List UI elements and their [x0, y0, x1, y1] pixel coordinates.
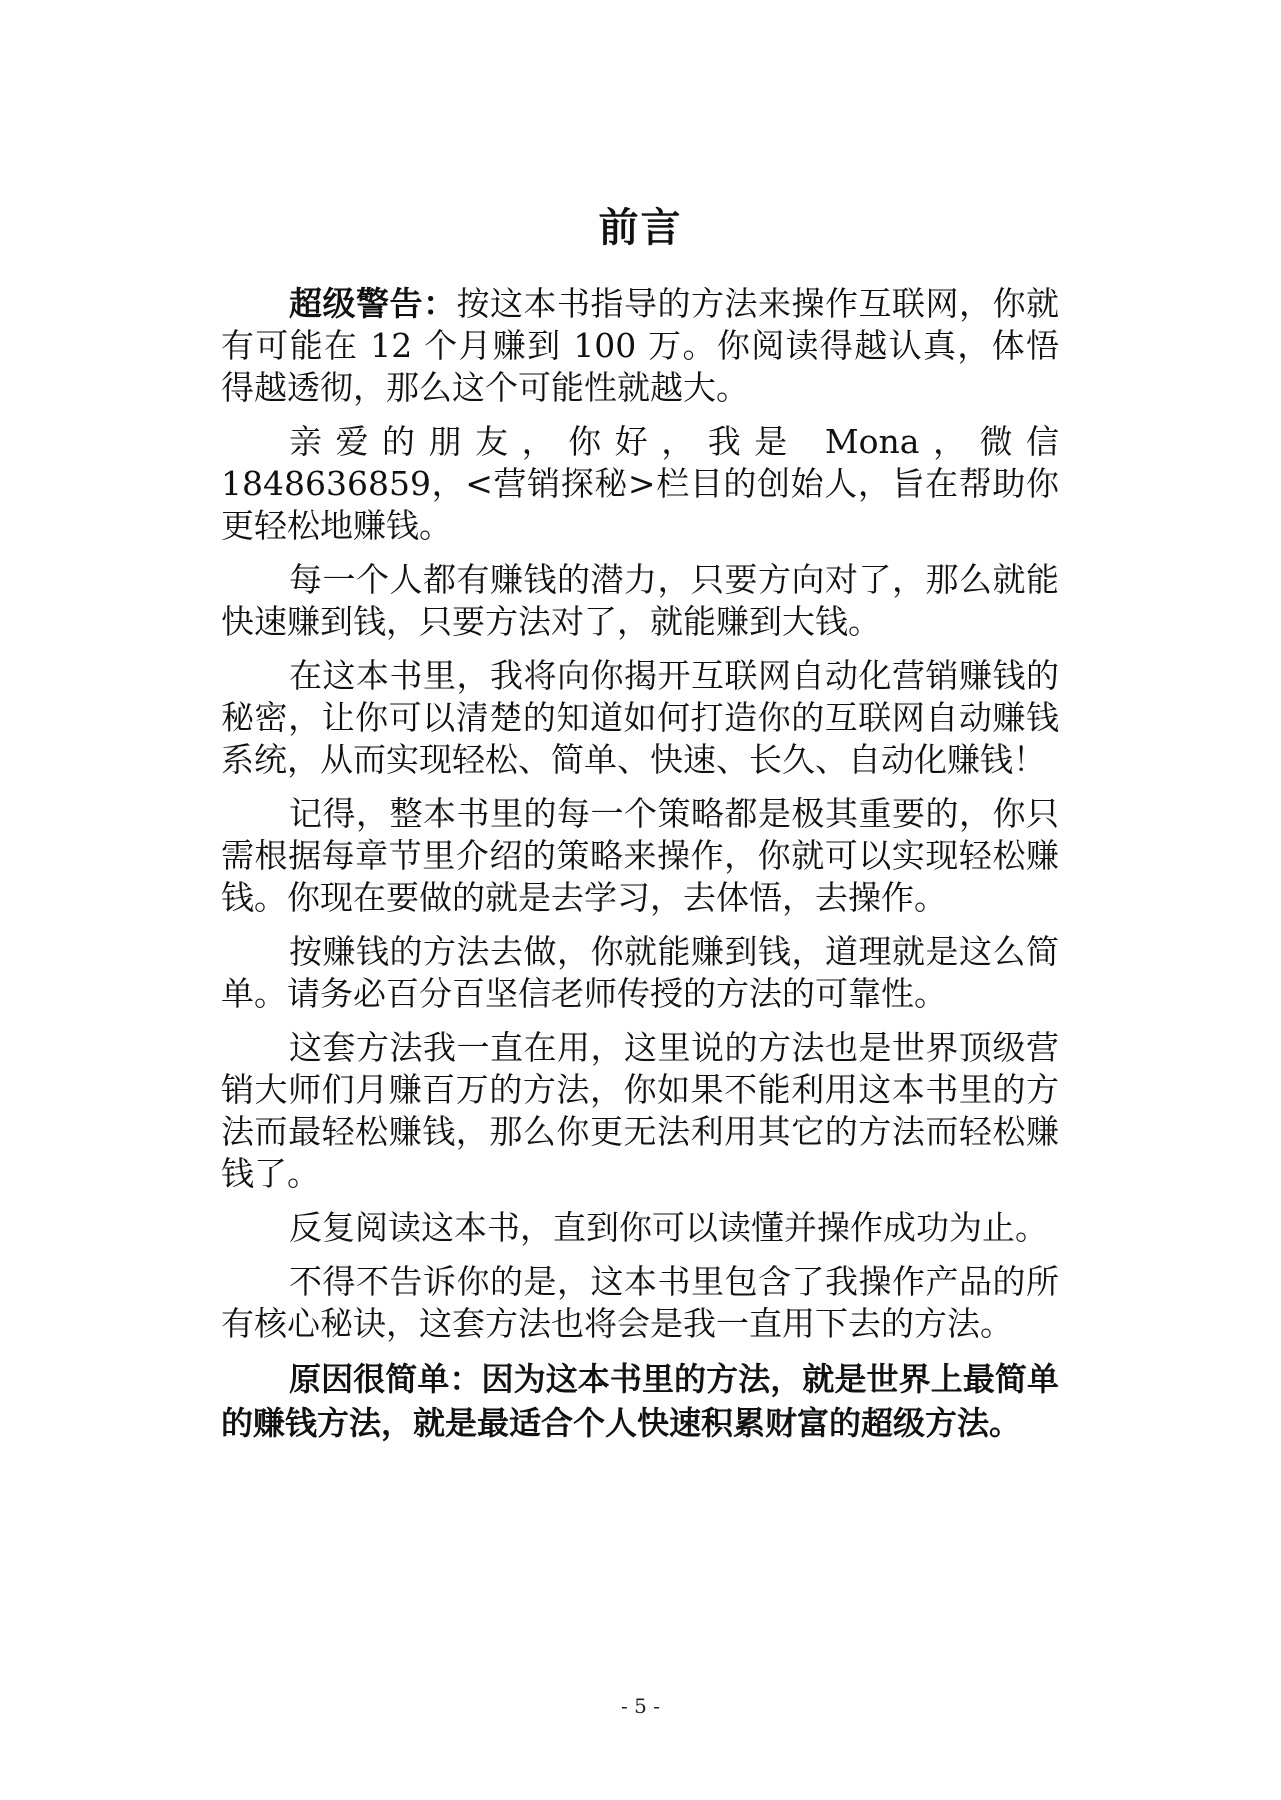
paragraph-method: 按赚钱的方法去做，你就能赚到钱，道理就是这么简单。请务必百分百坚信老师传授的方法的可靠性。 [221, 932, 1059, 1013]
paragraph-reread: 反复阅读这本书，直到你可以读懂并操作成功为止。 [289, 1208, 1048, 1247]
preface-body [221, 283, 1059, 1457]
warning-text: 按这本书指导的方法来操作互联网，你就有可能在 12 个月赚到 100 万。你阅读得越认真，体悟得越透彻，那么这个可能性就越大。 [221, 284, 1059, 407]
page-number: - 5 - [621, 1694, 660, 1718]
paragraph-warning [221, 283, 1059, 409]
paragraph-core-secrets: 不得不告诉你的是，这本书里包含了我操作产品的所有核心秘诀，这套方法也将会是我一直用下去的方法。 [221, 1262, 1059, 1343]
paragraph-secret: 在这本书里，我将向你揭开互联网自动化营销赚钱的秘密，让你可以清楚的知道如何打造你的互联网自动赚钱系统，从而实现轻松、简单、快速、长久、自动化赚钱！ [221, 656, 1059, 779]
paragraph-greeting: 亲爱的朋友，你好，我是 Mona，微信 1848636859，<营销探秘>栏目的创始人，旨在帮助你更轻松地赚钱。 [221, 422, 1059, 545]
paragraph-strategy: 记得，整本书里的每一个策略都是极其重要的，你只需根据每章节里介绍的策略来操作，你就可以实现轻松赚钱。你现在要做的就是去学习，去体悟，去操作。 [221, 794, 1059, 917]
warning-lead: 超级警告： [289, 284, 457, 323]
paragraph-reason: 原因很简单：因为这本书里的方法，就是世界上最简单的赚钱方法，就是最适合个人快速积累财富的超级方法。 [221, 1360, 1059, 1442]
paragraph-potential: 每一个人都有赚钱的潜力，只要方向对了，那么就能快速赚到钱，只要方法对了，就能赚到大钱。 [221, 560, 1059, 641]
paragraph-masters: 这套方法我一直在用，这里说的方法也是世界顶级营销大师们月赚百万的方法，你如果不能利用这本书里的方法而最轻松赚钱，那么你更无法利用其它的方法而轻松赚钱了。 [221, 1028, 1059, 1193]
page-title: 前言 [598, 205, 683, 251]
